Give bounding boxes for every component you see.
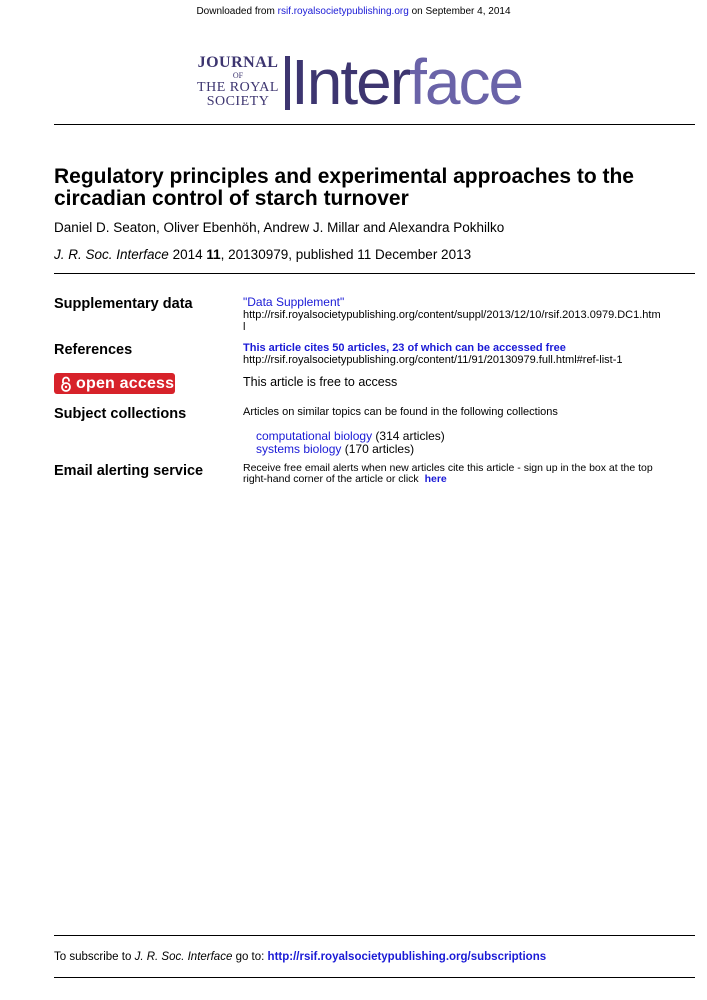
references-cites-link[interactable]: This article cites 50 articles, 23 of which can be accessed free <box>243 342 566 354</box>
subject-count: (170 articles) <box>344 442 415 456</box>
email-label: Email alerting service <box>54 463 204 479</box>
subject-count: (314 articles) <box>375 429 445 443</box>
download-suffix: on September 4, 2014 <box>411 6 511 17</box>
supplementary-url-tail: l <box>243 321 246 333</box>
email-here-link[interactable]: here <box>424 473 447 485</box>
subjects-list <box>256 430 445 456</box>
open-access-text: This article is free to access <box>243 375 398 389</box>
citation-rest: , 20130979, published 11 December 2013 <box>220 247 472 262</box>
article-authors: Daniel D. Seaton, Oliver Ebenhöh, Andrew J. Millar and Alexandra Pokhilko <box>54 220 505 235</box>
list-item <box>256 443 445 456</box>
email-content <box>243 463 653 485</box>
references-url[interactable]: http://rsif.royalsocietypublishing.org/content/11/91/20130979.full.html#ref-list-1 <box>243 354 623 366</box>
supplementary-url[interactable]: http://rsif.royalsocietypublishing.org/content/suppl/2013/12/10/rsif.2013.0979.DC1.htm <box>243 309 661 321</box>
article-citation <box>54 247 471 262</box>
subscribe-footer <box>54 951 546 963</box>
email-line2 <box>243 474 653 485</box>
subjects-label: Subject collections <box>54 406 187 422</box>
download-prefix: Downloaded from <box>196 6 275 17</box>
logo-divider <box>285 56 290 110</box>
download-site-link[interactable]: rsif.royalsocietypublishing.org <box>277 6 409 17</box>
article-title: Regulatory principles and experimental approaches to the circadian control of starch turnover <box>54 165 634 210</box>
journal-logo-text <box>196 55 280 109</box>
logo-inter: Inter <box>291 46 410 118</box>
footer-rule-bottom <box>54 977 695 978</box>
logo-interface <box>291 46 523 118</box>
open-access-badge-text: open access <box>76 374 175 392</box>
data-supplement-link[interactable]: "Data Supplement" <box>243 295 345 309</box>
open-lock-icon <box>60 376 72 392</box>
logo-journal: JOURNAL <box>197 54 279 71</box>
supplementary-label: Supplementary data <box>54 296 193 312</box>
subjects-intro: Articles on similar topics can be found in the following collections <box>243 406 558 418</box>
citation-volume: 11 <box>206 247 221 262</box>
open-access-badge <box>54 373 175 394</box>
citation-year: 2014 <box>172 247 203 262</box>
references-label: References <box>54 342 133 358</box>
email-line2-text: right-hand corner of the article or click <box>243 473 419 485</box>
logo-the-royal: THE ROYAL <box>197 80 279 95</box>
title-rule <box>54 273 695 274</box>
references-content <box>243 342 623 366</box>
subject-link-computational-biology[interactable]: computational biology <box>256 429 373 443</box>
email-line1: Receive free email alerts when new articles cite this article - sign up in the box at the top <box>243 462 653 474</box>
header-rule <box>54 124 695 125</box>
footer-prefix: To subscribe to <box>54 951 132 963</box>
subject-link-systems-biology[interactable]: systems biology <box>256 442 342 456</box>
logo-of: OF <box>232 71 244 80</box>
logo-face: face <box>409 46 523 118</box>
footer-journal: J. R. Soc. Interface <box>134 951 233 963</box>
footer-rule-top <box>54 935 695 936</box>
subscribe-link[interactable]: http://rsif.royalsocietypublishing.org/subscriptions <box>267 951 547 963</box>
download-notice <box>0 6 707 17</box>
footer-middle: go to: <box>235 951 265 963</box>
logo-society: SOCIETY <box>206 94 270 109</box>
citation-journal: J. R. Soc. Interface <box>54 247 169 262</box>
supplementary-content <box>243 296 661 333</box>
